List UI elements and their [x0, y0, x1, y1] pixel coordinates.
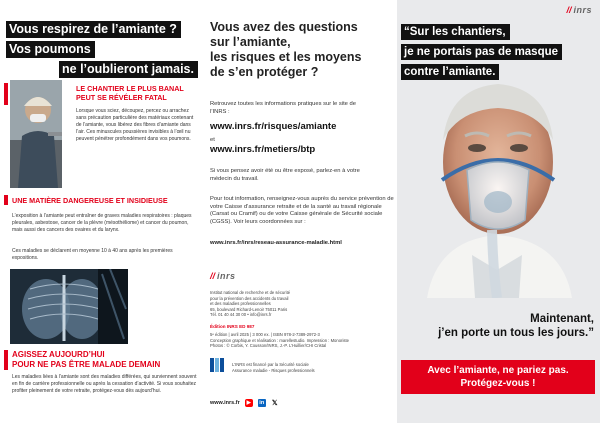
funding-line-1: L’INRS est financé par la Sécurité sociale	[232, 362, 309, 367]
questions-heading	[210, 20, 394, 80]
info-intro: Retrouvez toutes les informations pratiques sur le site de l’INRS :	[210, 101, 356, 115]
link-btp[interactable]: www.inrs.fr/metiers/btp	[210, 144, 316, 155]
cta-line-2: Protégez-vous !	[460, 378, 536, 389]
section2-marker	[4, 195, 8, 205]
inrs-cover-mark: //	[566, 5, 572, 15]
section3-title-line-1: AGISSEZ AUJOURD’HUI	[12, 350, 105, 359]
worker-photo	[10, 80, 62, 188]
institute-contact: Tél. 01 40 44 30 00 • info@inrs.fr	[210, 312, 272, 318]
question-line-4: de s’en protéger ?	[210, 65, 319, 79]
quote-line-3: contre l’amiante.	[401, 64, 499, 80]
x-icon[interactable]: 𝕏	[271, 400, 278, 407]
headline	[6, 20, 198, 80]
section2-body: L’exposition à l’amiante peut entraîner de graves maladies respiratoires : plaques pleurales, asbestose, cancer de la plèvre (mésothéliome) et cancer du poumon, mais aussi des cancers des ovaires et du larynx.	[12, 213, 192, 233]
inrs-cover-word: inrs	[573, 5, 592, 15]
section1-title-line-2: PEUT SE RÉVÉLER FATAL	[76, 93, 167, 102]
funding-line-2: Assurance maladie - Risques professionnels	[232, 367, 315, 373]
youtube-icon[interactable]: ▶	[246, 400, 251, 406]
funding-text	[232, 362, 392, 373]
section2-body-2: Ces maladies se déclarent en moyenne 10 à 40 ans après les premières expositions.	[12, 248, 173, 261]
headline-line-2: Vos poumons	[6, 41, 95, 58]
panel-left	[0, 0, 200, 423]
testimonial-quote	[401, 22, 597, 82]
institute-line-2: pour la prévention des accidents du travail	[210, 295, 289, 301]
masked-man-portrait	[397, 70, 600, 298]
credits	[210, 332, 394, 349]
credits-line-1: 5ᵉ édition | avril 2025 | 3 000 ex. | ISBN 978-2-7389-2972-3	[210, 332, 320, 337]
doctor-text: Si vous pensez avoir été ou être exposé, parlez-en à votre médecin du travail.	[210, 168, 360, 182]
inrs-logo	[210, 271, 236, 281]
inrs-logo-mark: //	[210, 271, 216, 281]
quote-line-2: je ne portais pas de masque	[401, 44, 562, 60]
section1-title	[76, 84, 196, 102]
headline-line-3: ne l’oublieront jamais.	[59, 61, 198, 78]
site-link[interactable]: www.inrs.fr	[210, 400, 240, 406]
section1-body: Lorsque vous sciez, découpez, percez ou arrachez sans précaution particulière des matériaux contenant de l’amiante, vous libérez des fibres d’amiante dans l’air. Ces minuscules poussières invisibles à l’œil nu peuvent pénétrer profondément dans vos poumons.	[76, 108, 194, 142]
question-line-1: Vous avez des questions	[210, 20, 358, 34]
and-text: et	[210, 137, 215, 143]
section3-title-line-2: POUR NE PAS ÊTRE MALADE DEMAIN	[12, 360, 161, 369]
social-links	[210, 399, 279, 407]
edition-ref: Édition INRS ED 987	[210, 324, 255, 329]
headline-line-1: Vous respirez de l’amiante ?	[6, 21, 181, 38]
institute-info	[210, 290, 394, 318]
section1-title-line-1: LE CHANTIER LE PLUS BANAL	[76, 84, 184, 93]
link-amiante[interactable]: www.inrs.fr/risques/amiante	[210, 121, 337, 132]
credits-line-2: Conception graphique et réalisation : marellestudio. Impression : Monoriste	[210, 337, 349, 343]
testimonial-caption	[438, 312, 594, 340]
xray-photo	[10, 269, 128, 344]
section3-body: Les maladies liées à l’amiante sont des maladies différées, qui surviennent souvent en fin de carrière professionnelle ou après la cessation d’activité. Si vous souhaitez profiter pleinement de votre retraite, protégez-vous dès aujourd’hui.	[12, 374, 197, 394]
panel-right	[397, 0, 600, 423]
section3-marker	[4, 350, 8, 370]
credits-line-3: Photos : © Corbis, Y. Cousson/INRS, J.-P. L’Huillier/CHI Cristal	[210, 343, 327, 349]
inrs-logo-cover	[566, 5, 592, 15]
cta-line-1: Avec l’amiante, ne pariez pas.	[427, 365, 569, 376]
caption-line-2: j’en porte un tous les jours.”	[438, 327, 594, 339]
quote-line-1: “Sur les chantiers,	[401, 24, 510, 40]
panel-middle	[200, 0, 397, 423]
question-line-2: sur l’amiante,	[210, 35, 291, 49]
section2-title: UNE MATIÈRE DANGEREUSE ET INSIDIEUSE	[12, 196, 168, 205]
assurance-maladie-logo	[210, 358, 228, 372]
question-line-3: les risques et les moyens	[210, 50, 362, 64]
institute-line-1: Institut national de recherche et de sécurité	[210, 290, 291, 295]
section1-marker	[4, 83, 8, 105]
carsat-link[interactable]: www.inrs.fr/inrs/reseau-assurance-maladie.html	[210, 240, 342, 246]
caption-line-1: Maintenant,	[530, 313, 594, 325]
cta-banner	[401, 360, 595, 394]
inrs-logo-word: inrs	[217, 271, 236, 281]
institute-address: 65, boulevard Richard-Lenoir 75011 Paris	[210, 306, 288, 312]
section3-title	[12, 350, 198, 370]
carsat-text: Pour tout information, renseignez-vous auprès du service prévention de votre Caisse d’assurance retraite et de la santé au travail régionale (Carsat ou Cramif) ou de votre Caisse générale de Sécurité sociale (CGSS). Voir leurs coordonnées sur :	[210, 196, 394, 225]
institute-line-3: et des maladies professionnelles	[210, 301, 271, 307]
linkedin-icon[interactable]: in	[259, 400, 265, 406]
